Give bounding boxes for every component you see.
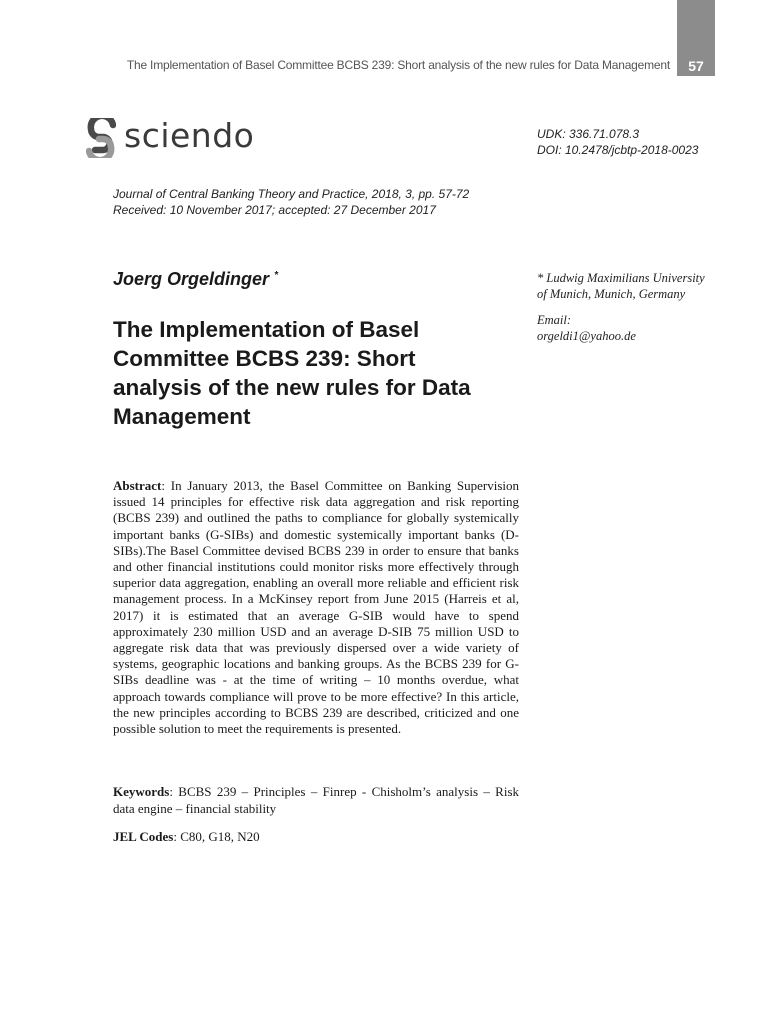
jel-label: JEL Codes <box>113 829 174 844</box>
author-name-text: Joerg Orgeldinger <box>113 269 270 289</box>
running-head-title: The Implementation of Basel Committee BCBS 239: Short analysis of the new rules for Data Management <box>126 58 670 72</box>
author-email: orgeldi1@yahoo.de <box>537 329 636 343</box>
abstract <box>113 478 519 737</box>
paper-title <box>113 315 533 431</box>
journal-dates: Received: 10 November 2017; accepted: 27 December 2017 <box>113 203 436 217</box>
title-line: Committee BCBS 239: Short <box>113 346 416 371</box>
affiliation-line-2: of Munich, Munich, Germany <box>537 287 686 301</box>
author-name <box>113 269 278 290</box>
udk-code: UDK: 336.71.078.3 <box>537 127 640 141</box>
doi-code: DOI: 10.2478/jcbtp-2018-0023 <box>537 143 699 157</box>
abstract-text: : In January 2013, the Basel Committee on Banking Supervision issued 14 principles for effective risk data aggregation and risk reporting (BCBS 239) and outlined the paths to compliance for globally systemically important banks (G-SIBs) and domestic systemically important banks (D-SIBs).The Basel Committee devised BCBS 239 in order to ensure that banks and other financial institutions could monitor risks more effectively through superior data aggregation, enabling an overall more reliable and efficient risk management process. In a McKinsey report from June 2015 (Harreis et al, 2017) it is estimated that an average G-SIB would have to spend approximately 230 million USD and an average D-SIB 75 million USD to aggregate risk data that was previously dispersed over a wide variety of systems, geographic locations and banking groups. As the BCBS 239 for G-SIBs deadline was - at the time of writing – 10 months overdue, what approach towards compliance will prove to be more effective? In this article, the new principles according to BCBS 239 are described, criticized and one possible solution to meet the requirements is presented. <box>113 478 519 737</box>
author-footnote-marker: * <box>274 270 278 281</box>
title-line: analysis of the new rules for Data <box>113 375 471 400</box>
abstract-label: Abstract <box>113 478 162 493</box>
keywords-text: : BCBS 239 – Principles – Finrep - Chisholm’s analysis – Risk data engine – financial stability <box>113 784 519 816</box>
page-number: 57 <box>688 58 704 74</box>
title-line: Management <box>113 404 251 429</box>
journal-citation: Journal of Central Banking Theory and Practice, 2018, 3, pp. 57-72 <box>113 187 470 201</box>
sciendo-logo <box>86 118 286 158</box>
page-number-tab <box>677 0 715 76</box>
title-line: The Implementation of Basel <box>113 317 420 342</box>
identifiers-block <box>537 126 698 158</box>
keywords-label: Keywords <box>113 784 170 799</box>
sciendo-s-logo-icon <box>86 118 116 158</box>
journal-info <box>113 186 469 218</box>
logo-wordmark: sciendo <box>124 116 255 155</box>
jel-text: : C80, G18, N20 <box>173 829 260 844</box>
jel-codes <box>113 829 519 846</box>
keywords <box>113 784 519 817</box>
affiliation-line-1: * Ludwig Maximilians University <box>537 271 705 285</box>
author-affiliation <box>537 270 737 344</box>
email-label: Email: <box>537 313 572 327</box>
